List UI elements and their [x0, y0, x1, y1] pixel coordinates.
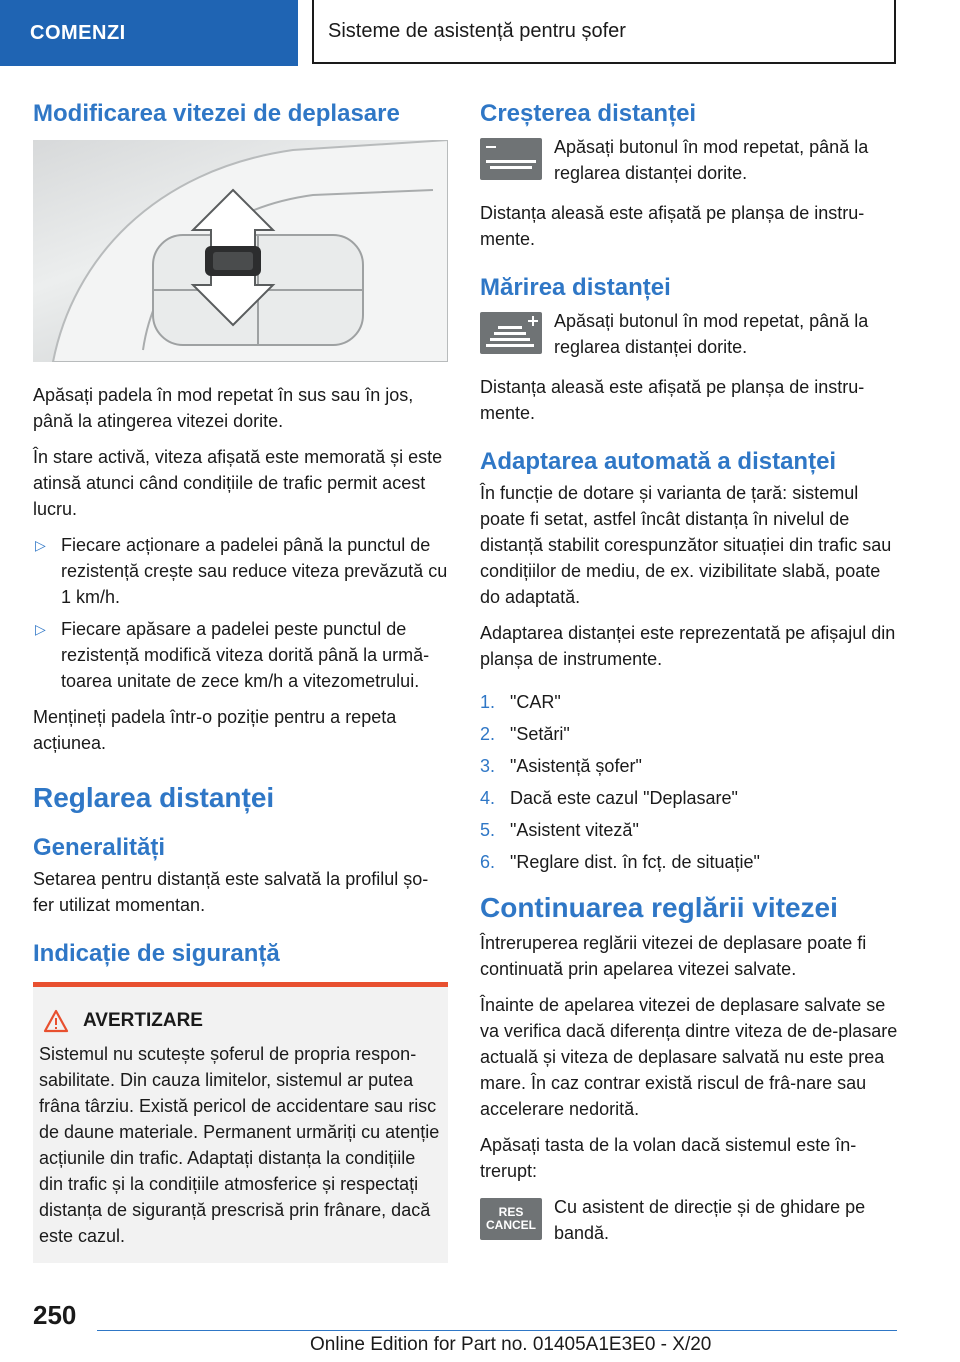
paragraph: Apăsați butonul în mod repetat, până la reglarea distanței dorite. [554, 137, 869, 183]
triangle-bullet-icon: ▷ [35, 537, 46, 553]
paragraph: Distanța aleasă este afișată pe planșa de instru-mente. [480, 203, 865, 249]
bullet-list [33, 532, 448, 694]
paragraph: Cu asistent de direcție și de ghidare pe bandă. [554, 1197, 866, 1243]
paragraph: Adaptarea distanței este reprezentată pe afișajul din planșa de instrumente. [480, 623, 896, 669]
list-item: 1. "CAR" [480, 692, 561, 712]
res-cancel-button-icon [480, 1198, 542, 1240]
paragraph: În funcție de dotare și varianta de țară: sistemul poate fi setat, astfel încât distanța în nivelul de distanță stabilit corespunzător situației din trafic sau condițiilor de mediu, de ex. vizibilitate slabă, poate do adaptată. [480, 483, 892, 607]
list-item: 5. "Asistent viteză" [480, 820, 639, 840]
warning-triangle-icon [43, 1009, 69, 1033]
paragraph: În stare activă, viteza afișată este memorată și este atinsă atunci când condițiile de trafic permit acest lucru. [33, 447, 443, 519]
heading-increase-distance: Creșterea distanței [480, 100, 697, 127]
distance-increase-button-icon [480, 312, 542, 354]
triangle-bullet-icon: ▷ [35, 621, 46, 637]
distance-decrease-button-icon [480, 138, 542, 180]
footer-divider [97, 1330, 897, 1331]
warning-text: Sistemul nu scutește șoferul de propria respon-sabilitate. Din cauza limitelor, sistemul ar putea frâna târziu. Există pericol de accidentare sau risc de daune materiale. Permanent urmăriți cu atenție acțiunile din trafic. Adaptați distanța la condițiile din trafic și la condițiile atmosferice și respectați distanța de siguranță prescrisă prin frânare, dacă este cazul. [39, 1044, 440, 1246]
res-label: RES [498, 1205, 524, 1219]
list-item: ▷ Fiecare apăsare a padelei peste punctul de rezistență modifică viteza dorită până la urmă-toarea unitate de zece km/h a vitezometrului. [33, 616, 448, 694]
steps-list [480, 686, 900, 878]
section-tab: COMENZI [0, 0, 298, 66]
paragraph: Mențineți padela într-o poziție pentru a repeta acțiunea. [33, 707, 397, 753]
paragraph: Apăsați butonul în mod repetat, până la reglarea distanței dorite. [554, 311, 869, 357]
enlarge-row [480, 308, 900, 360]
paragraph: Apăsați tasta de la volan dacă sistemul este în-trerupt: [480, 1135, 857, 1181]
steering-paddle-illustration [33, 140, 448, 362]
warning-title: AVERTIZARE [83, 1010, 203, 1031]
heading-auto-distance: Adaptarea automată a distanței [480, 448, 837, 475]
list-item: 2. "Setări" [480, 724, 570, 744]
list-item: 6. "Reglare dist. în fcț. de situație" [480, 852, 760, 872]
warning-header [39, 1009, 440, 1033]
footer-edition: Online Edition for Part no. 01405A1E3E0 - X/20 [310, 1334, 712, 1355]
heading-change-speed: Modificarea vitezei de deplasare [33, 100, 400, 127]
heading-distance: Reglarea distanței [33, 782, 275, 813]
increase-row [480, 134, 900, 186]
page-number: 250 [33, 1300, 77, 1330]
list-item: ▷ Fiecare acționare a padelei până la punctul de rezistență crește sau reduce viteza prevăzută cu 1 km/h. [33, 532, 448, 610]
list-item: 3. "Asistență șofer" [480, 756, 642, 776]
heading-enlarge-distance: Mărirea distanței [480, 274, 671, 301]
page-header-title: Sisteme de asistență pentru șofer [312, 0, 896, 64]
heading-safety: Indicație de siguranță [33, 940, 280, 967]
steering-wheel-photo [33, 140, 448, 362]
right-column [480, 100, 900, 1260]
left-column [33, 100, 448, 1263]
res-cancel-row [480, 1194, 900, 1246]
paragraph: Înainte de apelarea vitezei de deplasare salvate se va verifica dacă diferența dintre viteza de de-plasare actuală și viteza de deplasare salvată nu este prea mare. În caz contrar există riscul de frâ-nare sau accelerare nedorită. [480, 995, 898, 1119]
paragraph: Distanța aleasă este afișată pe planșa de instru-mente. [480, 377, 865, 423]
paragraph: Apăsați padela în mod repetat în sus sau în jos, până la atingerea vitezei dorite. [33, 385, 414, 431]
warning-box [33, 982, 448, 1263]
list-item: 4. Dacă este cazul "Deplasare" [480, 788, 738, 808]
heading-general: Generalități [33, 834, 166, 861]
paragraph: Întreruperea reglării vitezei de deplasare poate fi continuată prin apelarea vitezei salvate. [480, 933, 867, 979]
heading-continue-speed: Continuarea reglării vitezei [480, 892, 838, 923]
paragraph: Setarea pentru distanță este salvată la profilul șo-fer utilizat momentan. [33, 869, 429, 915]
cancel-label: CANCEL [486, 1218, 536, 1232]
